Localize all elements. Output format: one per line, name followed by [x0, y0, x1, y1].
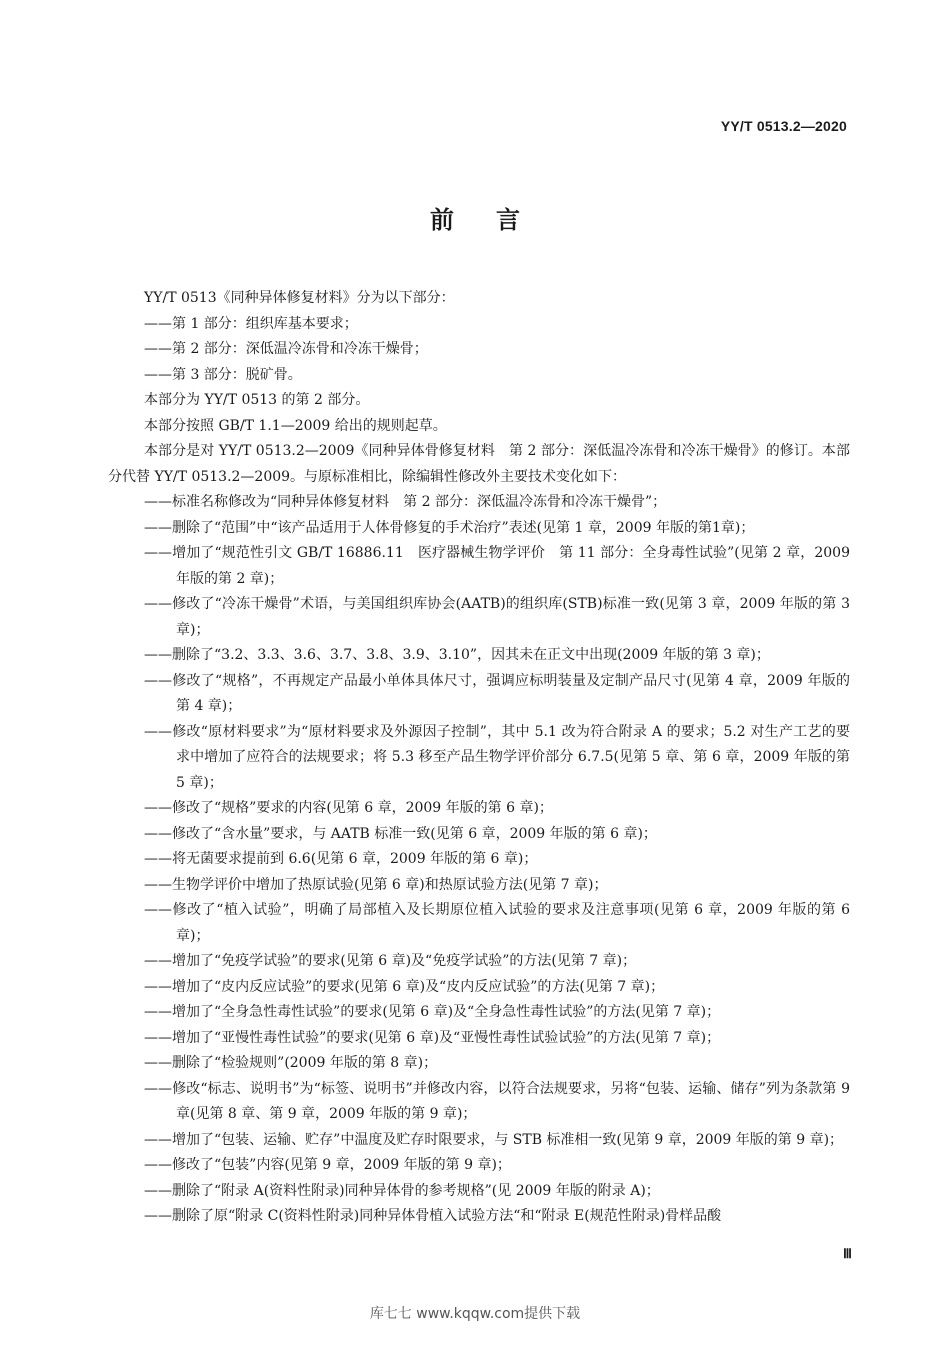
- body-paragraph: 本部分按照 GB/T 1.1—2009 给出的规则起草。: [144, 417, 447, 434]
- change-list-item: ——删除了“附录 A(资料性附录)同种异体骨的参考规格”(见 2009 年版的附录 A)；: [144, 1182, 660, 1199]
- change-list-item: ——修改了“含水量”要求，与 AATB 标准一致(见第 6 章，2009 年版的第 6 章)；: [144, 825, 657, 842]
- change-list-item: ——修改了“规格”，不再规定产品最小单体具体尺寸，强调应标明装量及定制产品尺寸(见第 4 章，2009 年版的第 4 章)；: [144, 672, 850, 714]
- change-list-item: ——第 1 部分：组织库基本要求；: [144, 315, 358, 332]
- change-list-item: ——删除了原“附录 C(资料性附录)同种异体骨植入试验方法“和“附录 E(规范性附录)骨样品酸: [144, 1208, 722, 1224]
- change-list-item: ——标准名称修改为“同种异体修复材料 第 2 部分：深低温冷冻骨和冷冻干燥骨”；: [144, 494, 667, 510]
- body-paragraph: YY/T 0513《同种异体修复材料》分为以下部分：: [144, 290, 455, 306]
- download-watermark: 库七七 www.kqqw.com提供下载: [369, 1306, 581, 1322]
- standard-code: YY/T 0513.2—2020: [720, 118, 847, 134]
- body-paragraph: 本部分是对 YY/T 0513.2—2009《同种异体骨修复材料 第 2 部分：深低温冷冻骨和冷冻干燥骨》的修订。本部分代替 YY/T 0513.2—2009。与原标准相比，除编辑性修改外主要技术变化如下：: [108, 443, 850, 485]
- change-list-item: ——第 3 部分：脱矿骨。: [144, 366, 302, 383]
- change-list-item: ——删除了“检验规则”(2009 年版的第 8 章)；: [144, 1055, 438, 1071]
- body-paragraph: 本部分为 YY/T 0513 的第 2 部分。: [144, 392, 370, 408]
- page-number: Ⅲ: [843, 1246, 852, 1261]
- change-list-item: ——修改了“冷冻干燥骨”术语，与美国组织库协会(AATB)的组织库(STB)标准一致(见第 3 章，2009 年版的第 3 章)；: [144, 596, 850, 638]
- change-list-item: ——将无菌要求提前到 6.6(见第 6 章，2009 年版的第 6 章)；: [144, 851, 538, 867]
- page-title: 前言: [430, 206, 562, 234]
- change-list-item: ——增加了“全身急性毒性试验”的要求(见第 6 章)及“全身急性毒性试验”的方法(见第 7 章)；: [144, 1004, 721, 1020]
- change-list-item: ——删除了“3.2、3.3、3.6、3.7、3.8、3.9、3.10”，因其未在正文中出现(2009 年版的第 3 章)；: [144, 647, 770, 663]
- change-list-item: ——修改“标志、说明书”为“标签、说明书”并修改内容，以符合法规要求，另将“包装、运输、储存”列为条款第 9 章(见第 8 章、第 9 章，2009 年版的第 9 章)；: [144, 1080, 850, 1122]
- change-list-item: ——生物学评价中增加了热原试验(见第 6 章)和热原试验方法(见第 7 章)；: [144, 876, 608, 893]
- change-list-item: ——修改“原材料要求”为“原材料要求及外源因子控制”，其中 5.1 改为符合附录 A 的要求；5.2 对生产工艺的要求中增加了应符合的法规要求；将 5.3 移至产品生物学评价部分 6.7.5(见第 5 章、第 6 章，2009 年版的第 5 章)；: [144, 723, 850, 791]
- change-list-item: ——增加了“免疫学试验”的要求(见第 6 章)及“免疫学试验”的方法(见第 7 章)；: [144, 953, 637, 969]
- change-list-item: ——增加了“包装、运输、贮存”中温度及贮存时限要求，与 STB 标准相一致(见第 9 章，2009 年版的第 9 章)；: [144, 1131, 844, 1148]
- change-list-item: ——增加了“亚慢性毒性试验”的要求(见第 6 章)及“亚慢性毒性试验试验”的方法(见第 7 章)；: [144, 1029, 721, 1046]
- change-list-item: ——修改了“植入试验”，明确了局部植入及长期原位植入试验的要求及注意事项(见第 6 章，2009 年版的第 6 章)；: [144, 902, 850, 944]
- change-list-item: ——增加了“规范性引文 GB/T 16886.11 医疗器械生物学评价 第 11 部分：全身毒性试验”(见第 2 章，2009 年版的第 2 章)；: [144, 545, 850, 587]
- change-list-item: ——修改了“规格”要求的内容(见第 6 章，2009 年版的第 6 章)；: [144, 800, 553, 816]
- change-list-item: ——第 2 部分：深低温冷冻骨和冷冻干燥骨；: [144, 341, 428, 357]
- change-list-item: ——增加了“皮内反应试验”的要求(见第 6 章)及“皮内反应试验”的方法(见第 7 章)；: [144, 978, 665, 995]
- change-list-item: ——修改了“包装”内容(见第 9 章，2009 年版的第 9 章)；: [144, 1157, 511, 1173]
- foreword-body: [108, 286, 850, 1230]
- change-list-item: ——删除了“范围”中“该产品适用于人体骨修复的手术治疗”表述(见第 1 章，2009 年版的第1章)；: [144, 519, 755, 536]
